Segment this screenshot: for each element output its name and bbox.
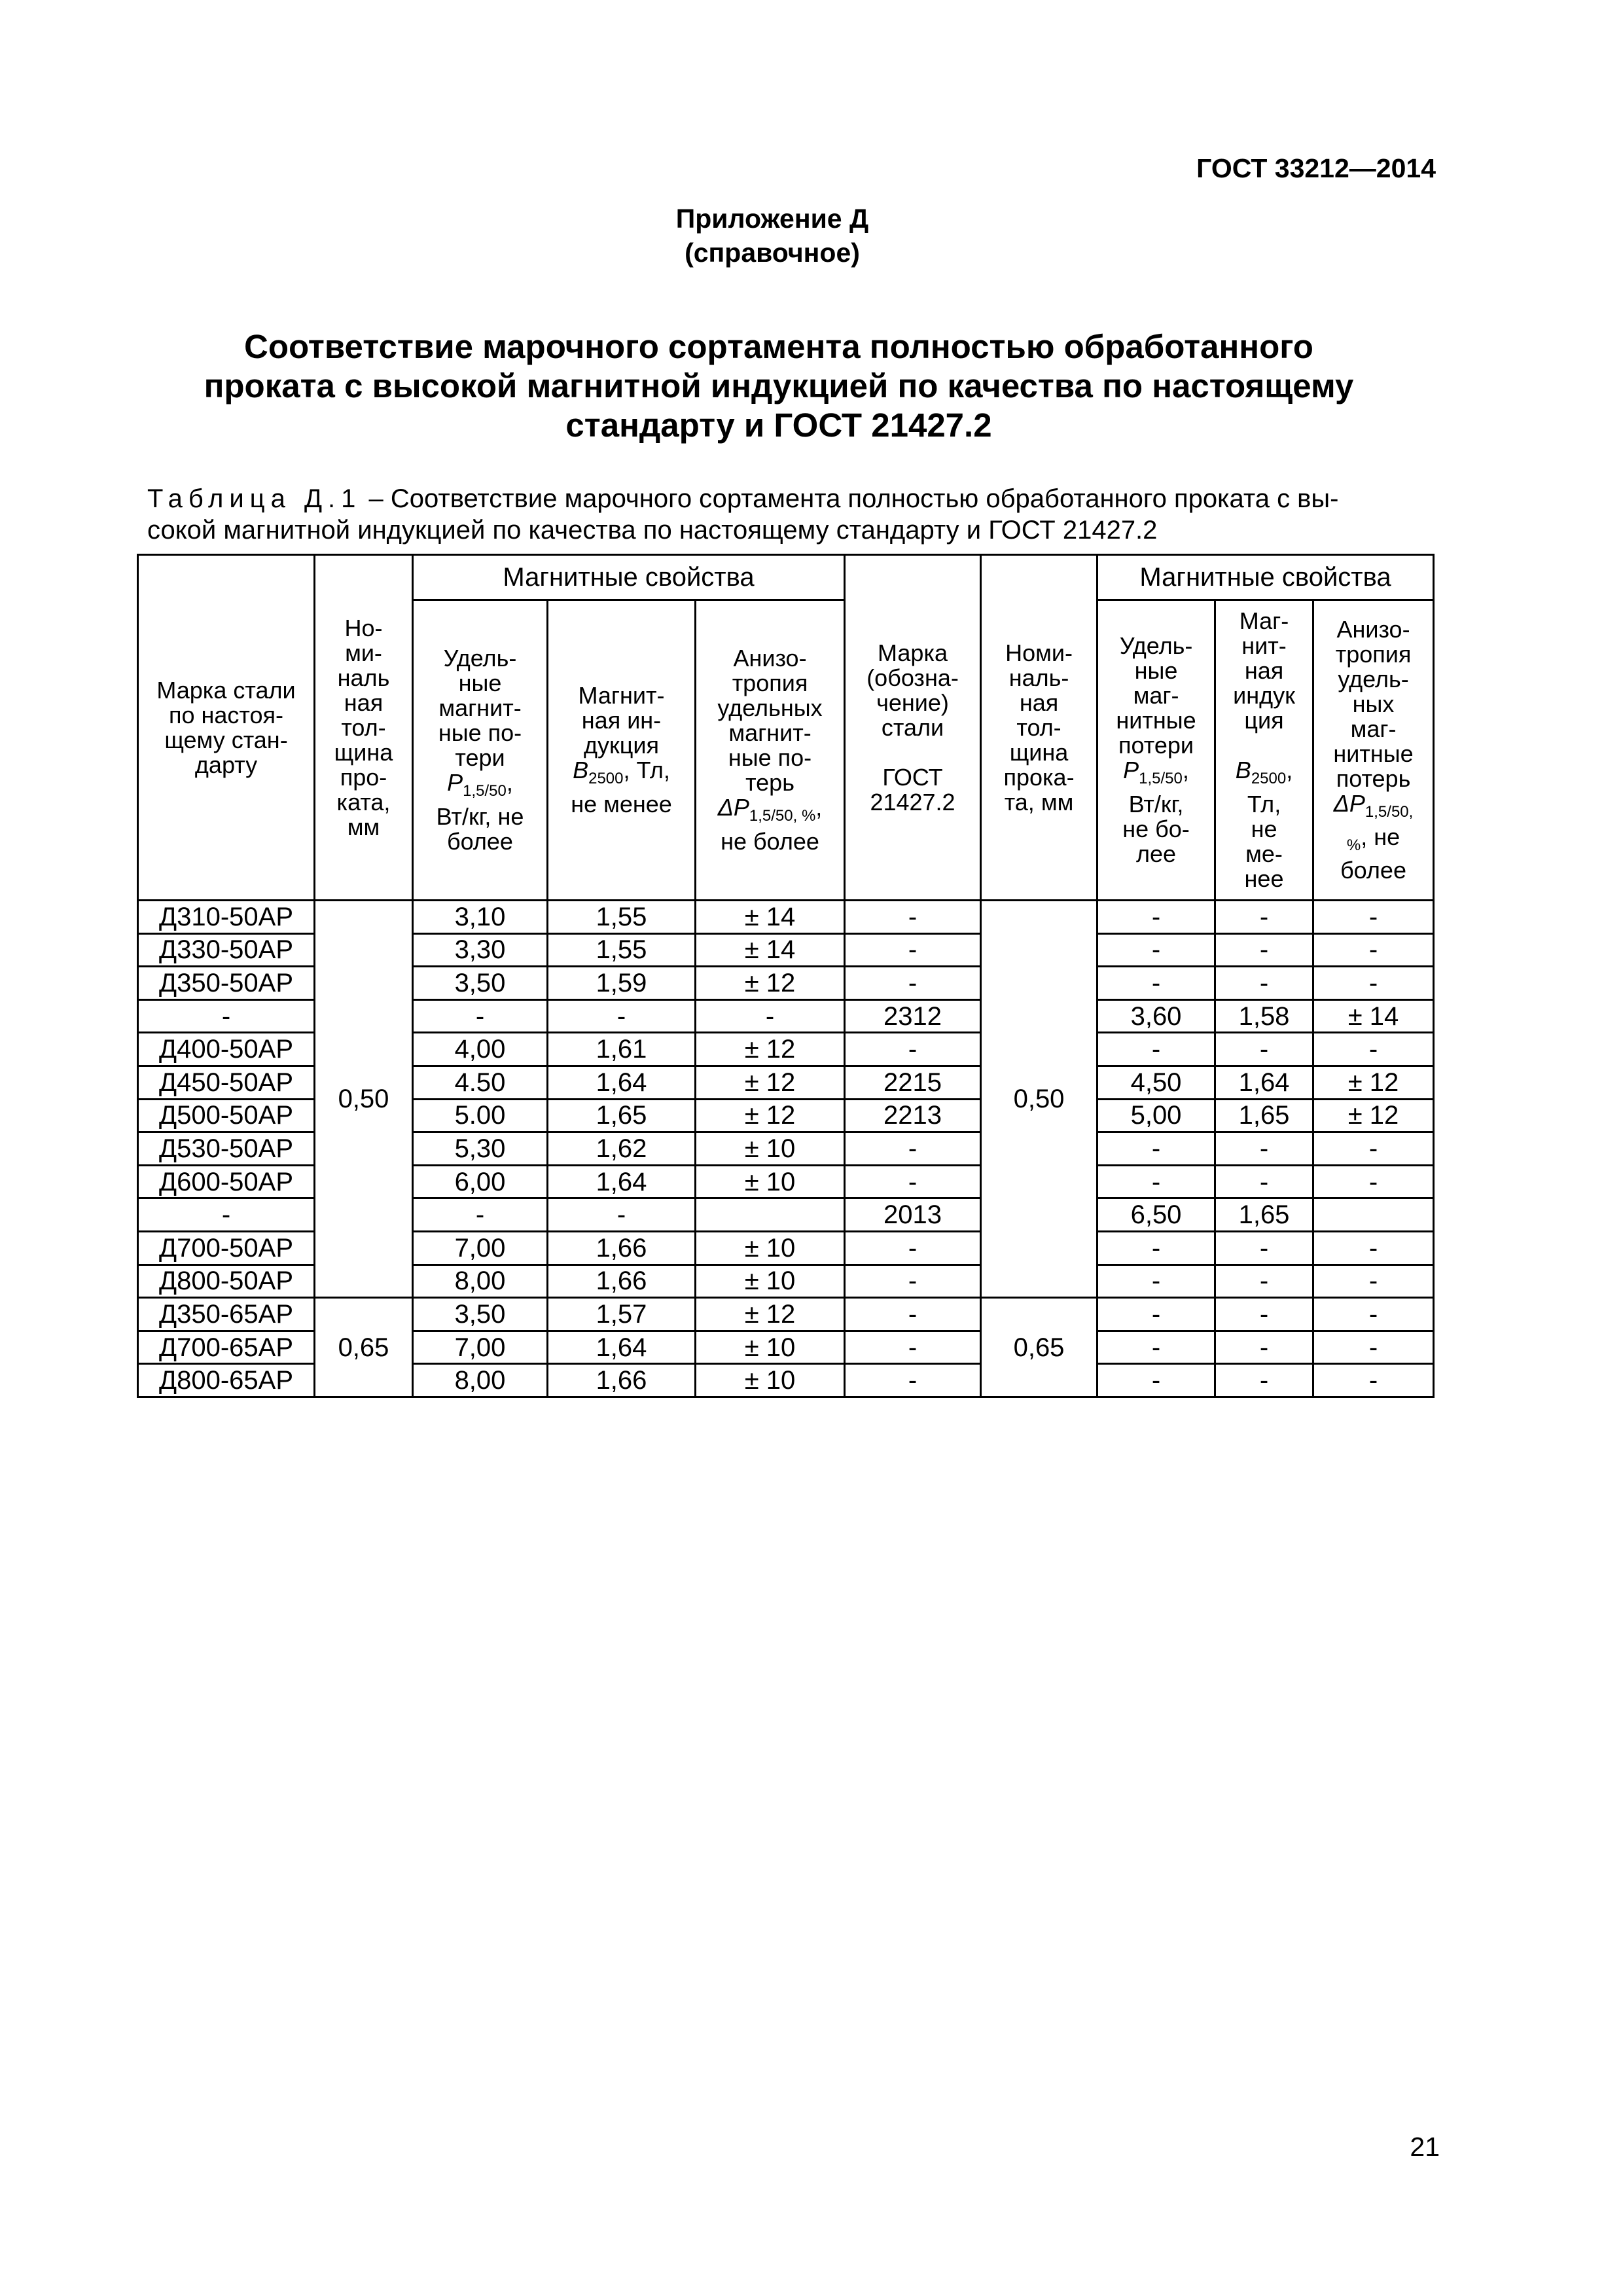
cell-gost-thickness: 0,65 [981,1298,1097,1397]
header-text: потери [1118,732,1194,759]
caption-text: – Соответствие марочного сортамента полностью обработанного проката с вы- [368,484,1339,513]
cell-specific-losses: 4,00 [413,1033,548,1066]
header-text: нитные [1333,740,1414,767]
cell-gost-grade: 2312 [845,999,981,1033]
cell-gost-specific-losses: - [1097,1265,1215,1298]
cell-induction: 1,55 [548,933,696,967]
cell-anisotropy: - [696,999,845,1033]
cell-gost-anisotropy: - [1313,1331,1434,1364]
cell-specific-losses: 5,30 [413,1132,548,1166]
cell-gost-induction: 1,58 [1215,999,1313,1033]
cell-anisotropy: ± 12 [696,1033,845,1066]
cell-gost-induction: - [1215,1298,1313,1331]
cell-gost-induction: - [1215,1165,1313,1198]
title-line: проката с высокой магнитной индукцией по качества по настоящему [204,367,1354,404]
header-text: по настоя- [168,701,283,728]
cell-gost-grade: - [845,1231,981,1265]
cell-gost-induction: 1,65 [1215,1198,1313,1232]
header-magnetic-induction [548,600,696,901]
cell-gost-anisotropy [1313,1198,1434,1232]
cell-specific-losses: 3,30 [413,933,548,967]
cell-gost-specific-losses: - [1097,1331,1215,1364]
cell-gost-grade: - [845,1165,981,1198]
cell-induction: 1,66 [548,1231,696,1265]
cell-specific-losses: 6,00 [413,1165,548,1198]
cell-grade: Д350-50АР [138,967,315,1000]
cell-grade: - [138,999,315,1033]
cell-specific-losses: - [413,1198,548,1232]
quantity-symbol: B [573,757,589,784]
cell-anisotropy [696,1198,845,1232]
cell-induction: - [548,1198,696,1232]
header-text: щина [1009,738,1069,766]
page-number: 21 [1410,2132,1440,2162]
header-text: ная [1019,689,1059,716]
header-text: , [1182,757,1189,784]
header-text: наль [337,664,390,691]
annex-status: (справочное) [685,238,860,268]
cell-anisotropy: ± 14 [696,901,845,934]
cell-gost-specific-losses: - [1097,1033,1215,1066]
header-loss-anisotropy [696,600,845,901]
cell-anisotropy: ± 14 [696,933,845,967]
cell-induction: 1,65 [548,1099,696,1132]
document-title [157,327,1400,445]
header-text: индук [1233,682,1295,709]
cell-induction: 1,64 [548,1066,696,1099]
header-text: ные [458,670,502,697]
table-caption [147,483,1433,546]
header-text: потерь [1336,764,1411,792]
quantity-symbol: B [1235,757,1251,784]
header-text: Но- [344,614,383,641]
table-row [138,901,1434,934]
cell-gost-thickness: 0,50 [981,901,1097,1298]
cell-gost-anisotropy: - [1313,1132,1434,1166]
header-text: ГОСТ [882,763,943,791]
header-text: , Тл, [623,757,670,784]
caption-line-1 [147,483,1433,514]
cell-induction: 1,61 [548,1033,696,1066]
header-text: маг- [1133,682,1179,709]
cell-gost-anisotropy: - [1313,1231,1434,1265]
cell-gost-grade: - [845,1132,981,1166]
cell-grade: Д530-50АР [138,1132,315,1166]
cell-gost-induction: - [1215,1231,1313,1265]
cell-gost-specific-losses: - [1097,901,1215,934]
cell-gost-induction: - [1215,1033,1313,1066]
header-text: 21427.2 [870,788,955,816]
header-text: ная ин- [581,707,662,734]
header-gost-grade [845,555,981,901]
header-text: Магнит- [578,682,665,709]
title-line: стандарту и ГОСТ 21427.2 [565,406,992,444]
header-text: ката, [336,788,391,816]
cell-gost-induction: - [1215,1265,1313,1298]
header-text: дукция [584,732,659,759]
cell-grade: Д500-50АР [138,1099,315,1132]
cell-grade: Д310-50АР [138,901,315,934]
cell-grade: - [138,1198,315,1232]
cell-specific-losses: 7,00 [413,1231,548,1265]
quantity-subscript: 1,5/50 [463,782,507,800]
cell-grade: Д800-50АР [138,1265,315,1298]
header-text: удельных [717,694,823,722]
cell-induction: 1,57 [548,1298,696,1331]
header-text: нитные [1116,707,1196,734]
header-text: тропия [1335,640,1412,668]
header-text: , [815,794,823,821]
cell-gost-grade: - [845,1364,981,1397]
cell-gost-grade: - [845,933,981,967]
header-text: не [1251,815,1277,842]
header-text: Анизо- [733,645,807,672]
cell-gost-anisotropy: - [1313,1033,1434,1066]
quantity-symbol: ΔP [1333,789,1365,817]
cell-anisotropy: ± 12 [696,967,845,1000]
cell-gost-specific-losses: - [1097,967,1215,1000]
cell-gost-grade: 2213 [845,1099,981,1132]
header-text: ная [344,689,383,716]
cell-grade: Д350-65АР [138,1298,315,1331]
header-text: не бо- [1122,815,1190,842]
header-text: щина [334,738,393,766]
quantity-subscript: 1,5/50, % [749,807,816,825]
header-text: , не [1361,823,1400,850]
quantity-subscript: 1,5/50 [1139,770,1183,788]
header-text: нее [1244,865,1284,892]
header-text: Маг- [1239,607,1289,635]
header-text: та, мм [1004,788,1074,816]
header-text: нит- [1241,632,1287,660]
cell-anisotropy: ± 10 [696,1364,845,1397]
header-text: ных [1352,690,1395,717]
header-text: , [506,769,513,797]
header-specific-losses [413,600,548,901]
header-text: тери [455,744,505,772]
cell-specific-losses: 4.50 [413,1066,548,1099]
header-text: тол- [341,713,386,741]
cell-anisotropy: ± 10 [696,1331,845,1364]
cell-gost-specific-losses: - [1097,1132,1215,1166]
header-text: Тл, [1247,790,1281,817]
header-text: Удель- [1119,632,1193,660]
header-text: Номи- [1005,639,1073,666]
cell-anisotropy: ± 10 [696,1132,845,1166]
table-row [138,1298,1434,1331]
header-text: Марка стали [156,676,296,704]
header-text: чение) [876,689,949,716]
quantity-subscript: 2500 [1251,770,1287,788]
header-text: не более [721,827,819,855]
cell-gost-anisotropy: - [1313,1364,1434,1397]
cell-specific-losses: 3,50 [413,967,548,1000]
quantity-symbol: P [1123,757,1139,784]
cell-induction: 1,64 [548,1331,696,1364]
header-text: Удель- [443,645,517,672]
cell-gost-grade: - [845,1331,981,1364]
cell-induction: 1,66 [548,1265,696,1298]
quantity-symbol: P [447,769,463,797]
cell-gost-specific-losses: - [1097,1231,1215,1265]
cell-anisotropy: ± 12 [696,1066,845,1099]
header-text: прока- [1003,763,1075,791]
annex-title: Приложение Д [675,204,869,234]
header-text: ные [1134,657,1178,685]
header-text: более [1340,857,1406,884]
header-text: Вт/кг, не [436,802,524,830]
header-text: стали [881,713,944,741]
header-text: Анизо- [1336,615,1410,643]
quantity-subscript: 2500 [588,770,624,788]
cell-gost-specific-losses: - [1097,933,1215,967]
cell-gost-grade: 2013 [845,1198,981,1232]
cell-anisotropy: ± 12 [696,1298,845,1331]
cell-grade: Д800-65АР [138,1364,315,1397]
cell-gost-anisotropy: - [1313,1165,1434,1198]
cell-gost-specific-losses: 4,50 [1097,1066,1215,1099]
cell-induction: 1,64 [548,1165,696,1198]
cell-gost-grade: - [845,1033,981,1066]
header-text: щему стан- [164,726,288,753]
cell-gost-anisotropy: - [1313,967,1434,1000]
cell-grade: Д700-50АР [138,1231,315,1265]
cell-specific-losses: 7,00 [413,1331,548,1364]
cell-gost-grade: - [845,967,981,1000]
header-gost-magnetic-properties: Магнитные свойства [1097,555,1434,600]
caption-label: Таблица Д.1 [147,484,362,513]
cell-gost-induction: 1,65 [1215,1099,1313,1132]
cell-specific-losses: 3,50 [413,1298,548,1331]
cell-induction: 1,66 [548,1364,696,1397]
header-text: (обозна- [866,664,959,691]
cell-gost-anisotropy: - [1313,933,1434,967]
grade-correspondence-table [137,554,1435,1398]
cell-gost-induction: - [1215,901,1313,934]
cell-gost-specific-losses: - [1097,1298,1215,1331]
cell-specific-losses: 3,10 [413,901,548,934]
header-text: ная [1244,657,1284,685]
cell-induction: 1,59 [548,967,696,1000]
cell-specific-losses: 8,00 [413,1265,548,1298]
cell-anisotropy: ± 10 [696,1231,845,1265]
header-gost-loss-anisotropy [1313,600,1434,901]
quantity-subscript: 1,5/50, [1364,803,1414,821]
header-text: ные по- [438,719,522,747]
cell-grade: Д700-65АР [138,1331,315,1364]
header-text: мм [347,813,380,840]
header-text: не менее [571,790,672,817]
header-text: ми- [345,639,382,666]
header-text: Марка [878,639,948,666]
standard-code: ГОСТ 33212—2014 [1196,153,1436,183]
cell-induction: 1,62 [548,1132,696,1166]
cell-grade: Д400-50АР [138,1033,315,1066]
cell-gost-grade: 2215 [845,1066,981,1099]
cell-gost-anisotropy: - [1313,901,1434,934]
cell-gost-anisotropy: - [1313,1298,1434,1331]
caption-line-2: сокой магнитной индукцией по качества по настоящему стандарту и ГОСТ 21427.2 [147,516,1158,545]
header-grade [138,555,315,901]
cell-gost-induction: 1,64 [1215,1066,1313,1099]
header-text: про- [340,763,387,791]
header-text: маг- [1350,715,1397,742]
cell-gost-induction: - [1215,1364,1313,1397]
header-text: Вт/кг, [1128,790,1184,817]
cell-gost-induction: - [1215,933,1313,967]
header-text: более [447,827,513,855]
header-text: ция [1244,707,1284,734]
cell-grade: Д450-50АР [138,1066,315,1099]
header-text: , [1286,757,1293,784]
cell-gost-specific-losses: 5,00 [1097,1099,1215,1132]
cell-grade: Д330-50АР [138,933,315,967]
cell-gost-grade: - [845,901,981,934]
cell-anisotropy: ± 10 [696,1265,845,1298]
cell-gost-specific-losses: - [1097,1364,1215,1397]
cell-gost-induction: - [1215,1132,1313,1166]
header-text: лее [1135,840,1177,867]
cell-gost-specific-losses: 6,50 [1097,1198,1215,1232]
header-gost-magnetic-induction [1215,600,1313,901]
header-text: удель- [1338,665,1409,692]
cell-induction: - [548,999,696,1033]
cell-thickness: 0,65 [315,1298,413,1397]
quantity-subscript: % [1346,836,1361,855]
quantity-symbol: ΔP [717,794,749,821]
cell-gost-grade: - [845,1265,981,1298]
header-thickness [315,555,413,901]
annex-heading [589,202,955,270]
cell-gost-specific-losses: - [1097,1165,1215,1198]
cell-specific-losses: 8,00 [413,1364,548,1397]
header-text: тол- [1016,713,1061,741]
cell-gost-anisotropy: ± 12 [1313,1099,1434,1132]
header-text: тропия [732,670,808,697]
cell-specific-losses: 5.00 [413,1099,548,1132]
cell-anisotropy: ± 12 [696,1099,845,1132]
cell-gost-anisotropy: - [1313,1265,1434,1298]
header-text: ме- [1245,840,1283,867]
header-text: дарту [194,751,258,778]
header-text: наль- [1008,664,1069,691]
cell-gost-induction: - [1215,967,1313,1000]
cell-thickness: 0,50 [315,901,413,1298]
cell-induction: 1,55 [548,901,696,934]
cell-gost-grade: - [845,1298,981,1331]
header-text: ные по- [728,744,812,772]
header-text: магнит- [438,694,522,722]
title-line: Соответствие марочного сортамента полностью обработанного [244,328,1313,365]
cell-grade: Д600-50АР [138,1165,315,1198]
cell-specific-losses: - [413,999,548,1033]
cell-gost-induction: - [1215,1331,1313,1364]
cell-gost-anisotropy: ± 14 [1313,999,1434,1033]
header-gost-specific-losses [1097,600,1215,901]
header-text: терь [745,769,794,797]
cell-gost-anisotropy: ± 12 [1313,1066,1434,1099]
cell-anisotropy: ± 10 [696,1165,845,1198]
cell-gost-specific-losses: 3,60 [1097,999,1215,1033]
header-magnetic-properties: Магнитные свойства [413,555,845,600]
header-text: магнит- [728,719,812,747]
header-gost-thickness [981,555,1097,901]
